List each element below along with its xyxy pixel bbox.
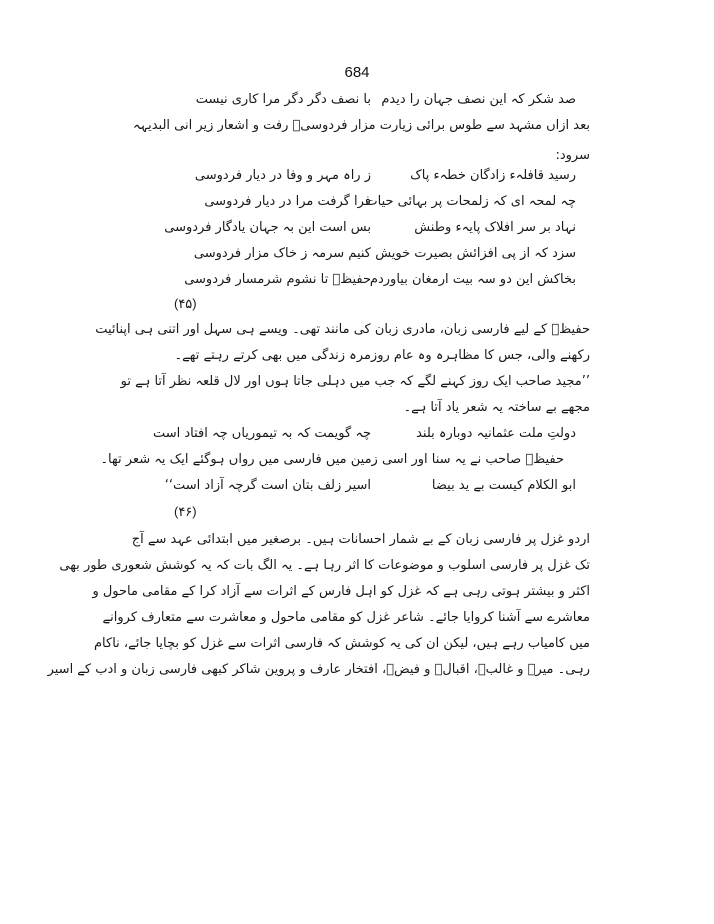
intro-line: بعد ازاں مشہد سے طوس برائی زیارت مزار فردوسیؔ رفت و اشعار زیر انی البدیہہ: [132, 118, 590, 133]
paragraph-line: تک غزل پر فارسی اسلوب و موضوعات کا اثر رہا ہے۔ یہ الگ بات کہ یہ کوشش شعوری طور بھی: [59, 558, 590, 573]
verse-hemistich-second: اسیر زلف بتان است گرچہ آزاد است‘‘: [164, 478, 371, 493]
paragraph-line: اکثر و بیشتر ہوتی رہی ہے کہ غزل کو اہل فارس کے اثرات سے آزاد کرا کے مقامی ماحول و: [92, 584, 590, 599]
ghazal-couplet: [196, 168, 576, 184]
verse-hemistich-first: نہاد بر سر افلاک پایہء وطنش: [414, 220, 576, 235]
ghazal-couplet: [196, 194, 576, 210]
verse-hemistich-first: بخاکش این دو سہ بیت ارمغان بیاوردم: [369, 272, 576, 287]
paragraph-line: معاشرے سے آشنا کروایا جائے۔ شاعر غزل کو مقامی ماحول و معاشرت سے متعارف کروانے: [102, 610, 590, 625]
verse-hemistich-second: فرا گرفت مرا در دیار فردوسی: [204, 194, 371, 209]
paragraph-line: اردو غزل پر فارسی زبان کے بے شمار احسانات ہیں۔ برصغیر میں ابتدائی عہد سے آج: [131, 532, 590, 547]
verse-hemistich-second: حفیظؔ تا نشوم شرمسار فردوسی: [184, 272, 371, 287]
verse-hemistich-first: رسید قافلہء زادگان خطہء پاک: [410, 168, 576, 183]
paragraph-line: میں کامیاب رہے ہیں، لیکن ان کی یہ کوشش کہ فارسی اثرات سے غزل کو بچایا جائے، ناکام: [94, 636, 590, 651]
verse-hemistich-second: ز راہ مہر و وفا در دیار فردوسی: [194, 168, 371, 183]
quote-line: ’’مجید صاحب ایک روز کہنے لگے کہ جب میں دہلی جاتا ہوں اور لال قلعہ نظر آتا ہے تو: [120, 374, 590, 389]
verse-hemistich-first: چہ لمحہ ای کہ زلمحات پر بہائی حیات: [365, 194, 576, 209]
verse-hemistich-second: چہ گویمت کہ بہ تیموریاں چہ افتاد است: [152, 426, 371, 441]
verse-couplet: [152, 426, 576, 442]
reference-marker: (۴۶): [174, 504, 197, 519]
paragraph-line: رہی۔ میرؔ و غالبؔ، اقبالؔ و فیضؔ، افتخار عارف و پروین شاکر کبھی فارسی زبان و ادب کے اسیر: [47, 662, 590, 677]
paragraph-line: حفیظؔ کے لیے فارسی زبان، مادری زبان کی مانند تھی۔ ویسے ہی سہل اور اتنی ہی اپنائیت: [95, 322, 590, 337]
sarood-label: سرود:: [555, 148, 590, 163]
ghazal-couplet: [193, 246, 576, 262]
page-number: 684: [344, 64, 370, 81]
paragraph-line: رکھنے والی، جس کا مظاہرہ وہ عام روزمرہ زندگی میں بھی کرتے رہتے تھے۔: [174, 348, 590, 363]
verse-hemistich-second: بس است این بہ جہان یادگار فردوسی: [164, 220, 371, 235]
ghazal-couplet: [164, 220, 576, 236]
reference-marker: (۴۵): [174, 296, 197, 311]
verse-hemistich-first: سزد کہ از پی افزائش بصیرت خویش: [375, 246, 576, 261]
verse-hemistich-second: کنیم سرمہ ز خاک مزار فردوسی: [193, 246, 371, 261]
verse-hemistich-first: ابو الکلام کیست بے ید بیضا: [431, 478, 576, 493]
ghazal-couplet: [184, 272, 576, 288]
quote-line: حفیظؔ صاحب نے یہ سنا اور اسی زمین میں فارسی میں رواں ہوگئے ایک یہ شعر تھا۔: [100, 452, 564, 467]
verse-hemistich-first: صد شکر کہ این نصف جہان را دیدم: [381, 92, 576, 107]
verse-hemistich-first: دولتِ ملت عثمانیہ دوبارہ بلند: [416, 426, 576, 441]
verse-hemistich-second: با نصف دگر دگر مرا کاری نیست: [195, 92, 371, 107]
verse-couplet: [196, 92, 576, 108]
verse-couplet: [164, 478, 576, 494]
quote-line: مجھے بے ساختہ یہ شعر یاد آتا ہے۔: [403, 400, 590, 415]
